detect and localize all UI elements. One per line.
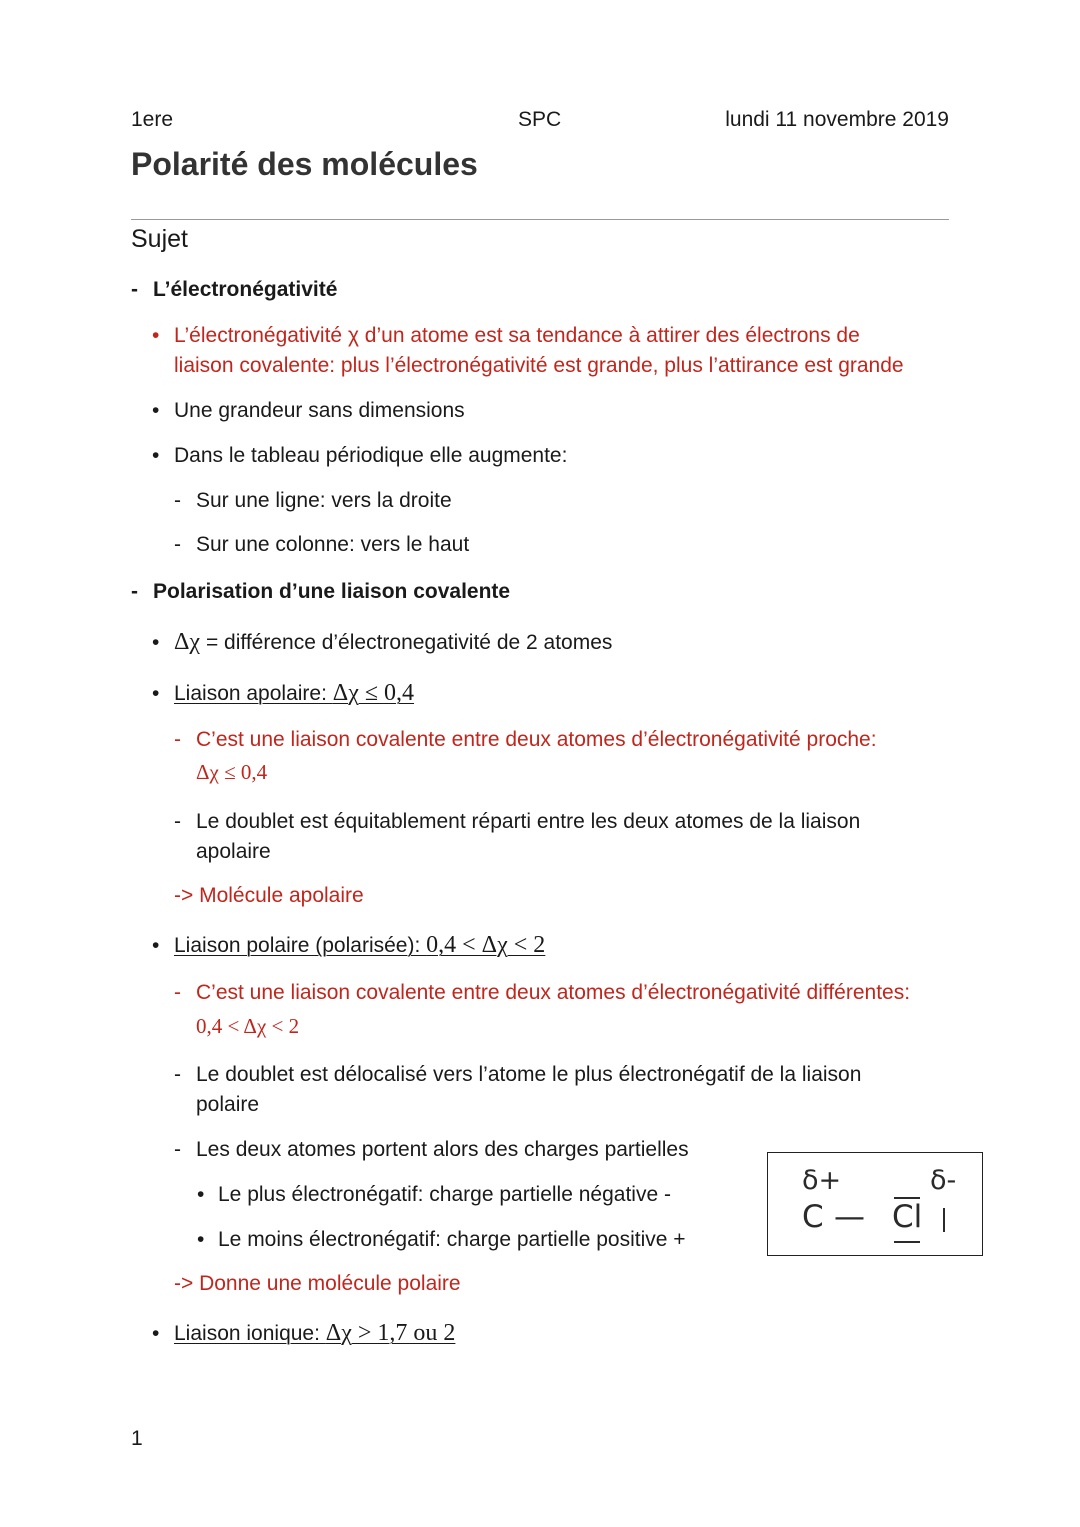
dash-marker: - [174, 728, 181, 751]
polar-definition: C’est une liaison covalente entre deux atomes d’électronégativité différentes: [196, 981, 911, 1004]
bullet-marker: • [152, 682, 160, 705]
dash-marker: - [174, 810, 181, 833]
apolar-definition: C’est une liaison covalente entre deux atomes d’électronégativité proche: [196, 728, 877, 751]
carbon-atom: C [802, 1199, 824, 1235]
dash-marker: - [174, 533, 181, 556]
page-number: 1 [131, 1427, 143, 1450]
dash-marker: - [174, 489, 181, 512]
bullet-marker: • [152, 934, 160, 957]
ionic-heading [174, 1318, 455, 1349]
lone-pair-top [894, 1197, 920, 1199]
header-subject: SPC [518, 108, 562, 131]
section1-title: L’électronégativité [153, 278, 338, 301]
lone-pair-right [943, 1208, 945, 1232]
apolar-doublet-line2: apolaire [196, 840, 271, 863]
delta-chi-math: Δχ [174, 629, 201, 655]
s1-dash2: Sur une colonne: vers le haut [196, 533, 470, 556]
s1-bullet1-line1: L’électronégativité χ d’un atome est sa tendance à attirer des électrons de [174, 324, 860, 347]
lewis-diagram-box [767, 1152, 983, 1256]
section-label: Sujet [131, 225, 188, 253]
polar-subbullet1: Le plus électronégatif: charge partielle négative - [218, 1183, 671, 1206]
polar-charges: Les deux atomes portent alors des charges partielles [196, 1138, 689, 1161]
bond-line: — [834, 1199, 865, 1235]
bullet-marker: • [152, 1322, 160, 1345]
polar-condition: 0,4 < Δχ < 2 [426, 932, 546, 958]
ionic-label: Liaison ionique: [174, 1322, 326, 1345]
section2-title: Polarisation d’une liaison covalente [153, 580, 511, 603]
polar-conclusion: -> Donne une molécule polaire [174, 1272, 461, 1295]
apolar-condition: Δχ ≤ 0,4 [332, 680, 415, 706]
title-divider [131, 219, 949, 220]
bullet-marker: • [152, 444, 160, 467]
s1-dash1: Sur une ligne: vers la droite [196, 489, 452, 512]
apolar-label: Liaison apolaire: [174, 682, 333, 705]
delta-chi-definition: = différence d’électronegativité de 2 atomes [205, 631, 613, 654]
s1-bullet1-line2: liaison covalente: plus l’électronégativité est grande, plus l’attirance est grande [174, 354, 904, 377]
page-title: Polarité des molécules [131, 146, 478, 182]
s1-bullet2: Une grandeur sans dimensions [174, 399, 465, 422]
polar-definition-math: 0,4 < Δχ < 2 [196, 1014, 300, 1038]
delta-minus-label: δ- [930, 1165, 957, 1196]
apolar-doublet-line1: Le doublet est équitablement réparti entre les deux atomes de la liaison [196, 810, 861, 833]
bullet-marker: • [152, 631, 160, 654]
dash-marker: - [174, 1138, 181, 1161]
polar-doublet-line1: Le doublet est délocalisé vers l’atome le plus électronégatif de la liaison [196, 1063, 862, 1086]
dash-marker: - [131, 580, 138, 603]
s1-bullet3: Dans le tableau périodique elle augmente: [174, 444, 568, 467]
lone-pair-bottom [894, 1241, 920, 1243]
dash-marker: - [174, 981, 181, 1004]
apolar-conclusion: -> Molécule apolaire [174, 884, 364, 907]
s2-bullet-delta [174, 627, 612, 658]
delta-plus-label: δ+ [802, 1165, 842, 1196]
header-class: 1ere [131, 108, 174, 131]
header-date: lundi 11 novembre 2019 [725, 108, 949, 131]
apolar-heading [174, 678, 414, 709]
bullet-marker: • [197, 1183, 205, 1206]
chlorine-atom: Cl [892, 1199, 923, 1235]
apolar-definition-math: Δχ ≤ 0,4 [196, 760, 268, 784]
dash-marker: - [131, 278, 138, 301]
bullet-marker: • [152, 324, 160, 347]
bullet-marker: • [197, 1228, 205, 1251]
polar-heading [174, 930, 545, 961]
ionic-condition: Δχ > 1,7 ou 2 [325, 1320, 456, 1346]
bullet-marker: • [152, 399, 160, 422]
polar-subbullet2: Le moins électronégatif: charge partielle positive + [218, 1228, 686, 1251]
polar-label: Liaison polaire (polarisée): [174, 934, 427, 957]
polar-doublet-line2: polaire [196, 1093, 260, 1116]
dash-marker: - [174, 1063, 181, 1086]
